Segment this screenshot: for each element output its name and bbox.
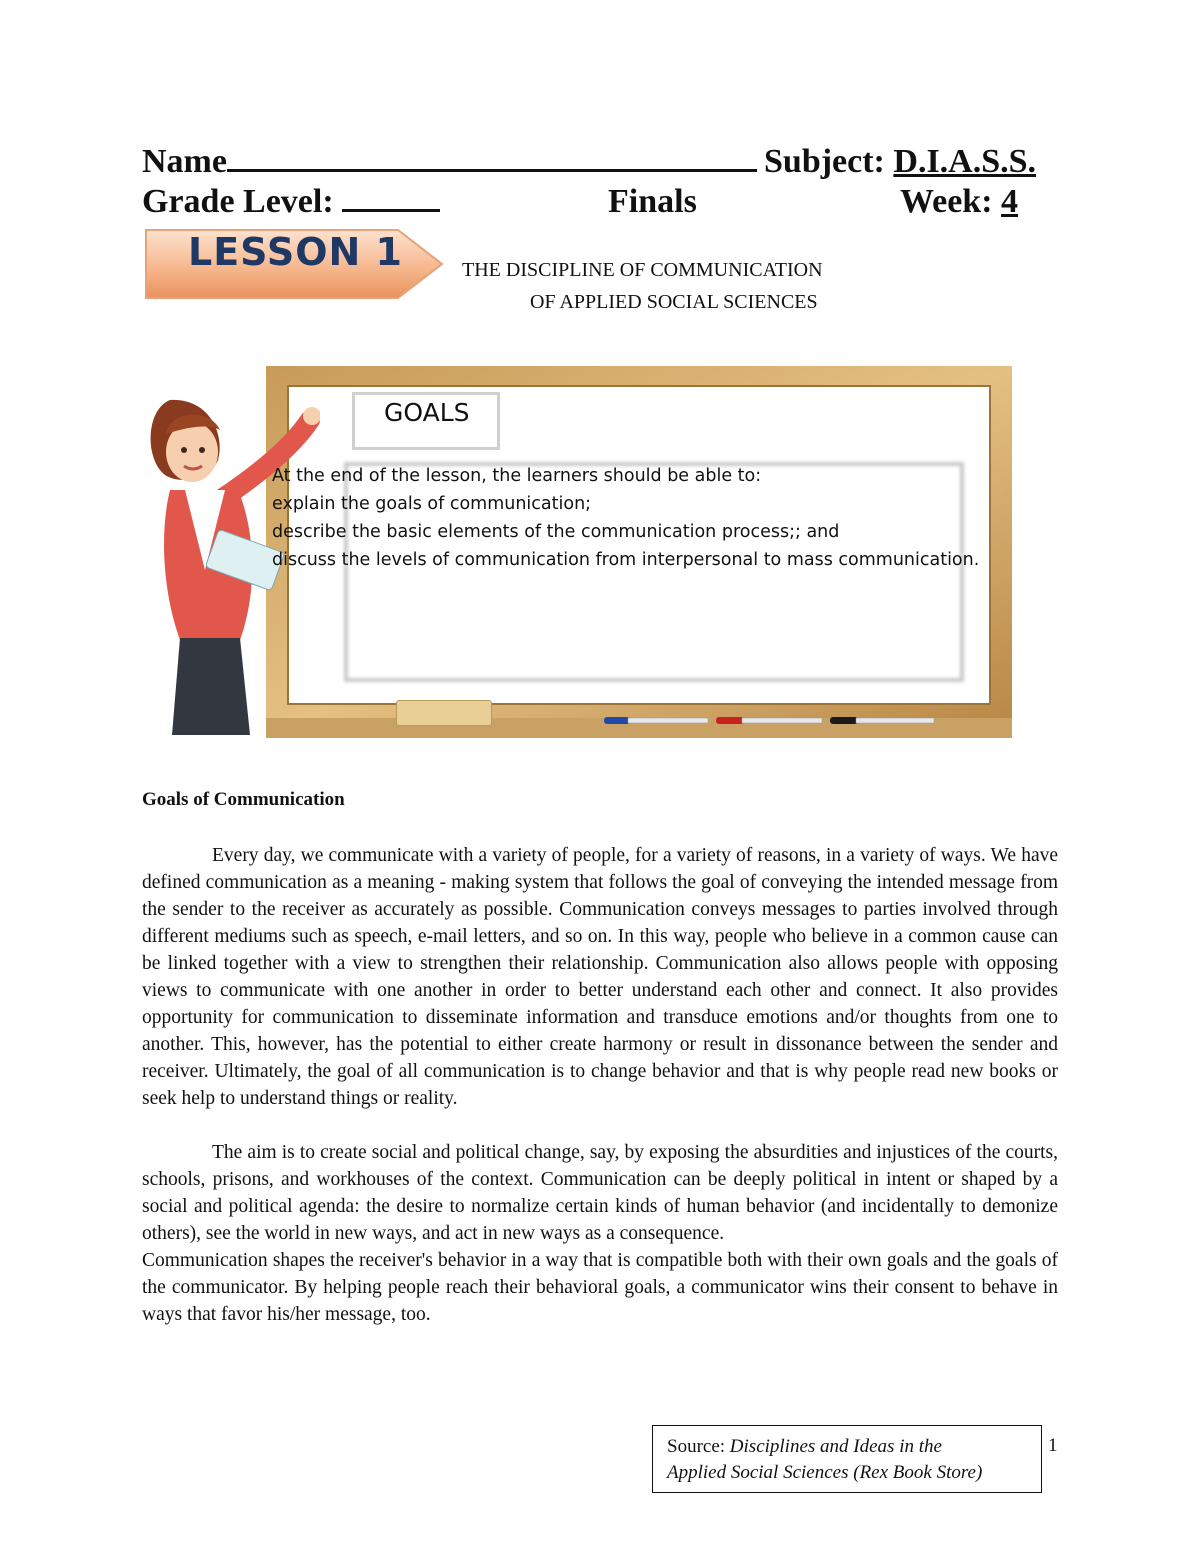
objective-item: discuss the levels of communication from interpersonal to mass communication. [272, 550, 980, 570]
goals-objectives [272, 462, 979, 574]
term-label: Finals [608, 183, 697, 220]
section-heading: Goals of Communication [142, 789, 345, 810]
goals-intro: At the end of the lesson, the learners should be able to: [272, 466, 762, 486]
source-title-line2: Applied Social Sciences (Rex Book Store) [667, 1462, 983, 1483]
grade-line [142, 182, 440, 222]
goals-heading: GOALS [384, 398, 470, 427]
markers [600, 712, 940, 728]
subject-line [764, 142, 1036, 182]
lesson-title-line1: THE DISCIPLINE OF COMMUNICATION [462, 259, 823, 281]
objective-item: describe the basic elements of the communication process;; and [272, 522, 840, 542]
paragraph-2: The aim is to create social and political change, say, by exposing the absurdities and injustices of the courts, schools, prisons, and workhouses of the context. Communication can be deeply political in intent or shaped by a social and political agenda: the desire to normalize certain kinds of human behavior (and incidentally to demonize others), see the world in new ways, and act in new ways as a consequence. [142, 1142, 1058, 1244]
paragraph-3: Communication shapes the receiver's behavior in a way that is compatible both with their own goals and the goals of the communicator. By helping people reach their behavioral goals, a communicator wins their consent to behave in ways that favor his/her message, too. [142, 1250, 1058, 1325]
body-text [142, 842, 1058, 1328]
source-label: Source: [667, 1436, 726, 1457]
lesson-label: LESSON 1 [188, 230, 403, 274]
objective-item: explain the goals of communication; [272, 494, 592, 514]
board-eraser [396, 700, 492, 726]
source-citation [667, 1434, 982, 1486]
subject-label: Subject: [764, 143, 885, 180]
grade-blank [342, 183, 440, 212]
week-label: Week: [900, 183, 993, 220]
page-number: 1 [1048, 1435, 1058, 1456]
paragraph-1: Every day, we communicate with a variety of people, for a variety of reasons, in a variety of ways. We have defined communication as a meaning - making system that follows the goal of conveying the intended message from the sender to the receiver as accurately as possible. Communication conveys messages to parties involved through different mediums such as speech, e-mail letters, and so on. In this way, people who believe in a common cause can be linked together with a view to strengthen their relationship. Communication also allows people with opposing views to communicate with one another in order to better understand each other and connect. It also provides opportunity for communication to disseminate information and transduce emotions and/or thoughts from one to another. This, however, has the potential to either create harmony or result in dissonance between the sender and receiver. Ultimately, the goal of all communication is to change behavior and that is why people read new books or seek help to understand things or reality. [142, 845, 1058, 1109]
name-label: Name [142, 143, 227, 180]
name-blank [227, 143, 757, 172]
source-title-line1: Disciplines and Ideas in the [729, 1436, 942, 1457]
grade-label: Grade Level: [142, 183, 334, 220]
week-value: 4 [1001, 183, 1019, 220]
week-line [900, 182, 1018, 222]
subject-value: D.I.A.S.S. [893, 143, 1037, 180]
lesson-title-line2: OF APPLIED SOCIAL SCIENCES [530, 291, 818, 313]
name-line [142, 142, 757, 182]
